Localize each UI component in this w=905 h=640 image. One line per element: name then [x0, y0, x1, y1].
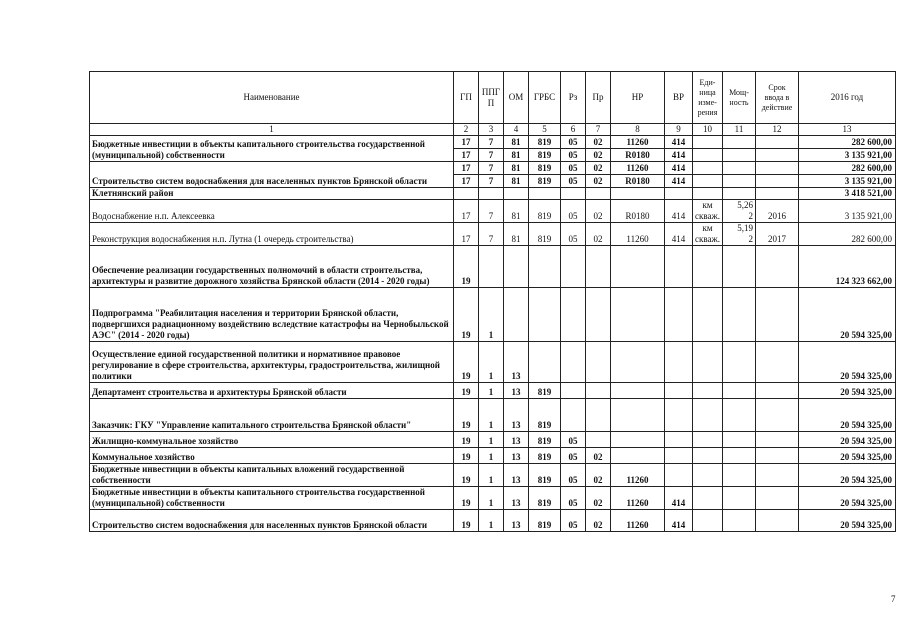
cell-rz — [561, 288, 586, 342]
cell-term: 2017 — [756, 223, 799, 246]
cell-capacity — [723, 342, 756, 383]
cell-unit — [693, 432, 723, 448]
cell-vr — [665, 464, 693, 487]
cell-pr: 02 — [586, 200, 611, 223]
cell-rz: 05 — [561, 200, 586, 223]
header-vr: ВР — [665, 72, 693, 124]
cell-om — [504, 288, 529, 342]
cell-rz: 05 — [561, 149, 586, 162]
cell-capacity — [723, 383, 756, 399]
cell-gp: 19 — [454, 464, 479, 487]
cell-term — [756, 246, 799, 288]
cell-term — [756, 383, 799, 399]
cell-gp: 19 — [454, 487, 479, 510]
cell-pr: 02 — [586, 464, 611, 487]
cell-rz: 05 — [561, 223, 586, 246]
table-row — [90, 487, 896, 510]
cell-ppgp: 1 — [479, 288, 504, 342]
cell-vr — [665, 342, 693, 383]
header-capacity: Мощ- ность — [723, 72, 756, 124]
cell-gp: 19 — [454, 288, 479, 342]
header-ppgp: ППГ П — [479, 72, 504, 124]
cell-unit — [693, 383, 723, 399]
cell-pr — [586, 432, 611, 448]
cell-ppgp: 1 — [479, 399, 504, 432]
cell-grbs — [529, 342, 561, 383]
table-row — [90, 383, 896, 399]
cell-om: 13 — [504, 448, 529, 464]
cell-nr: R0180 — [611, 149, 665, 162]
cell-ppgp: 7 — [479, 200, 504, 223]
cell-pr — [586, 342, 611, 383]
cell-amount: 20 594 325,00 — [799, 510, 896, 532]
column-index-cell: 5 — [529, 124, 561, 136]
cell-pr — [586, 399, 611, 432]
table-row — [90, 432, 896, 448]
cell-term — [756, 399, 799, 432]
row-name: Обеспечение реализации государственных полномочий в области строительства, архитектуры и развитие дорожного хозяйства Брянской области (2014 - 2020 годы) — [90, 246, 454, 288]
cell-amount: 3 135 921,00 — [799, 175, 896, 188]
table-row — [90, 399, 896, 432]
cell-om: 13 — [504, 342, 529, 383]
cell-unit — [693, 288, 723, 342]
cell-vr — [665, 246, 693, 288]
cell-grbs: 819 — [529, 136, 561, 149]
row-name: Заказчик: ГКУ "Управление капитального строительства Брянской области" — [90, 399, 454, 432]
column-index-cell: 3 — [479, 124, 504, 136]
cell-amount: 20 594 325,00 — [799, 464, 896, 487]
table-row — [90, 510, 896, 532]
cell-term — [756, 510, 799, 532]
table-row — [90, 162, 896, 175]
cell-amount: 282 600,00 — [799, 223, 896, 246]
cell-nr: 11260 — [611, 510, 665, 532]
cell-unit: км скваж. — [693, 223, 723, 246]
cell-ppgp: 7 — [479, 175, 504, 188]
column-index-cell: 8 — [611, 124, 665, 136]
cell-om: 13 — [504, 383, 529, 399]
cell-rz: 05 — [561, 175, 586, 188]
cell-om: 81 — [504, 149, 529, 162]
cell-term — [756, 188, 799, 200]
cell-nr: 11260 — [611, 464, 665, 487]
capacity-length: 5,26 — [737, 200, 753, 210]
budget-table — [89, 71, 896, 532]
cell-unit — [693, 149, 723, 162]
column-index-cell: 1 — [90, 124, 454, 136]
cell-om: 13 — [504, 510, 529, 532]
cell-om — [504, 188, 529, 200]
header-term: Срок ввода в действие — [756, 72, 799, 124]
row-name: Строительство систем водоснабжения для населенных пунктов Брянской области — [90, 510, 454, 532]
column-index-cell: 6 — [561, 124, 586, 136]
cell-grbs: 819 — [529, 200, 561, 223]
cell-pr — [586, 188, 611, 200]
cell-pr: 02 — [586, 510, 611, 532]
cell-vr: 414 — [665, 162, 693, 175]
cell-nr: R0180 — [611, 175, 665, 188]
cell-term — [756, 342, 799, 383]
cell-capacity — [723, 136, 756, 149]
cell-amount: 3 135 921,00 — [799, 149, 896, 162]
cell-gp: 19 — [454, 510, 479, 532]
cell-gp — [454, 188, 479, 200]
cell-pr: 02 — [586, 448, 611, 464]
cell-nr — [611, 432, 665, 448]
header-nr: НР — [611, 72, 665, 124]
row-name: Реконструкция водоснабжения н.п. Лутна (1 очередь строительства) — [90, 223, 454, 246]
cell-rz: 05 — [561, 432, 586, 448]
cell-unit — [693, 487, 723, 510]
cell-vr — [665, 399, 693, 432]
cell-gp: 17 — [454, 175, 479, 188]
cell-ppgp: 1 — [479, 448, 504, 464]
row-name: Осуществление единой государственной политики и нормативное правовое регулирование в сфере строительства, архитектуры, градостроительства, жилищной политики — [90, 342, 454, 383]
capacity-wells: 2 — [748, 234, 753, 244]
cell-unit — [693, 510, 723, 532]
cell-capacity — [723, 432, 756, 448]
cell-rz: 05 — [561, 448, 586, 464]
cell-grbs: 819 — [529, 432, 561, 448]
cell-pr: 02 — [586, 175, 611, 188]
cell-term — [756, 288, 799, 342]
cell-rz: 05 — [561, 464, 586, 487]
cell-amount: 20 594 325,00 — [799, 399, 896, 432]
cell-vr: 414 — [665, 223, 693, 246]
cell-gp: 17 — [454, 200, 479, 223]
table-row — [90, 288, 896, 342]
cell-term — [756, 487, 799, 510]
column-index-row — [90, 124, 896, 136]
cell-rz: 05 — [561, 136, 586, 149]
column-index-cell: 9 — [665, 124, 693, 136]
cell-gp: 19 — [454, 432, 479, 448]
cell-capacity — [723, 175, 756, 188]
cell-term — [756, 448, 799, 464]
cell-amount: 3 135 921,00 — [799, 200, 896, 223]
cell-pr — [586, 288, 611, 342]
cell-gp: 19 — [454, 383, 479, 399]
row-name: Строительство систем водоснабжения для населенных пунктов Брянской области — [90, 162, 454, 188]
cell-gp: 19 — [454, 448, 479, 464]
cell-vr: 414 — [665, 510, 693, 532]
row-name: Клетнянский район — [90, 188, 454, 200]
cell-om: 13 — [504, 487, 529, 510]
cell-om: 81 — [504, 162, 529, 175]
cell-nr — [611, 188, 665, 200]
header-year: 2016 год — [799, 72, 896, 124]
cell-ppgp: 1 — [479, 383, 504, 399]
cell-pr: 02 — [586, 136, 611, 149]
table-row — [90, 448, 896, 464]
cell-gp: 17 — [454, 149, 479, 162]
row-name: Коммунальное хозяйство — [90, 448, 454, 464]
cell-grbs: 819 — [529, 399, 561, 432]
cell-pr: 02 — [586, 487, 611, 510]
row-name: Бюджетные инвестиции в объекты капитального строительства государственной (муниципальной) собственности — [90, 487, 454, 510]
row-name: Подпрограмма "Реабилитация населения и территории Брянской области, подвергшихся радиационному воздействию вследствие катастрофы на Чернобыльской АЭС" (2014 - 2020 годы) — [90, 288, 454, 342]
cell-ppgp: 1 — [479, 487, 504, 510]
cell-grbs: 819 — [529, 175, 561, 188]
cell-vr: 414 — [665, 487, 693, 510]
cell-nr: 11260 — [611, 162, 665, 175]
cell-vr — [665, 288, 693, 342]
cell-amount: 20 594 325,00 — [799, 448, 896, 464]
cell-term: 2016 — [756, 200, 799, 223]
cell-unit: км скваж. — [693, 200, 723, 223]
capacity-length: 5,19 — [737, 223, 753, 233]
cell-amount: 20 594 325,00 — [799, 342, 896, 383]
table-row — [90, 200, 896, 223]
header-gp: ГП — [454, 72, 479, 124]
cell-ppgp — [479, 188, 504, 200]
row-name: Водоснабжение н.п. Алексеевка — [90, 200, 454, 223]
cell-vr — [665, 432, 693, 448]
cell-unit — [693, 136, 723, 149]
column-index-cell: 2 — [454, 124, 479, 136]
cell-capacity — [723, 487, 756, 510]
cell-vr: 414 — [665, 136, 693, 149]
column-index-cell: 11 — [723, 124, 756, 136]
cell-ppgp: 7 — [479, 223, 504, 246]
cell-nr — [611, 383, 665, 399]
cell-capacity — [723, 188, 756, 200]
cell-gp: 19 — [454, 342, 479, 383]
table-row — [90, 188, 896, 200]
cell-amount: 282 600,00 — [799, 136, 896, 149]
row-name: Бюджетные инвестиции в объекты капитальных вложений государственной собственности — [90, 464, 454, 487]
cell-amount: 20 594 325,00 — [799, 288, 896, 342]
cell-grbs: 819 — [529, 464, 561, 487]
cell-term — [756, 464, 799, 487]
cell-ppgp: 7 — [479, 162, 504, 175]
header-unit: Еди- ница изме- рения — [693, 72, 723, 124]
cell-gp: 17 — [454, 223, 479, 246]
cell-ppgp: 7 — [479, 136, 504, 149]
cell-rz — [561, 383, 586, 399]
cell-om: 81 — [504, 175, 529, 188]
cell-nr: 11260 — [611, 223, 665, 246]
cell-capacity — [723, 510, 756, 532]
cell-pr: 02 — [586, 223, 611, 246]
table-row — [90, 246, 896, 288]
cell-amount: 20 594 325,00 — [799, 487, 896, 510]
cell-nr — [611, 448, 665, 464]
cell-unit — [693, 162, 723, 175]
cell-unit — [693, 464, 723, 487]
cell-om: 13 — [504, 464, 529, 487]
table-row — [90, 223, 896, 246]
cell-ppgp: 1 — [479, 432, 504, 448]
cell-term — [756, 175, 799, 188]
cell-nr: 11260 — [611, 487, 665, 510]
cell-amount: 282 600,00 — [799, 162, 896, 175]
cell-grbs: 819 — [529, 383, 561, 399]
cell-ppgp: 1 — [479, 342, 504, 383]
cell-nr: R0180 — [611, 200, 665, 223]
column-index-cell: 12 — [756, 124, 799, 136]
cell-om: 81 — [504, 223, 529, 246]
cell-amount: 3 418 521,00 — [799, 188, 896, 200]
header-row — [90, 72, 896, 124]
cell-rz — [561, 342, 586, 383]
cell-nr — [611, 288, 665, 342]
cell-term — [756, 136, 799, 149]
cell-rz: 05 — [561, 510, 586, 532]
column-index-cell: 7 — [586, 124, 611, 136]
header-pr: Пр — [586, 72, 611, 124]
cell-ppgp: 1 — [479, 464, 504, 487]
cell-capacity — [723, 399, 756, 432]
column-index-cell: 10 — [693, 124, 723, 136]
page-number: 7 — [891, 594, 896, 604]
cell-om: 81 — [504, 136, 529, 149]
cell-grbs — [529, 246, 561, 288]
row-name: Жилищно-коммунальное хозяйство — [90, 432, 454, 448]
column-index-cell: 4 — [504, 124, 529, 136]
cell-term — [756, 149, 799, 162]
row-name: Бюджетные инвестиции в объекты капитального строительства государственной (муниципальной) собственности — [90, 136, 454, 162]
cell-vr: 414 — [665, 149, 693, 162]
cell-grbs — [529, 188, 561, 200]
cell-om: 13 — [504, 399, 529, 432]
cell-rz — [561, 246, 586, 288]
cell-unit — [693, 188, 723, 200]
cell-rz — [561, 399, 586, 432]
cell-grbs: 819 — [529, 162, 561, 175]
cell-vr — [665, 383, 693, 399]
capacity-wells: 2 — [748, 211, 753, 221]
row-name: Департамент строительства и архитектуры Брянской области — [90, 383, 454, 399]
cell-grbs: 819 — [529, 223, 561, 246]
cell-ppgp: 7 — [479, 149, 504, 162]
table-body — [90, 136, 896, 532]
cell-capacity — [723, 246, 756, 288]
cell-unit — [693, 448, 723, 464]
cell-rz: 05 — [561, 162, 586, 175]
cell-unit — [693, 246, 723, 288]
cell-vr — [665, 448, 693, 464]
cell-ppgp: 1 — [479, 510, 504, 532]
cell-ppgp — [479, 246, 504, 288]
cell-unit — [693, 399, 723, 432]
cell-gp: 19 — [454, 399, 479, 432]
table-row — [90, 342, 896, 383]
cell-om: 81 — [504, 200, 529, 223]
cell-grbs: 819 — [529, 149, 561, 162]
header-om: ОМ — [504, 72, 529, 124]
cell-capacity — [723, 448, 756, 464]
header-name: Наименование — [90, 72, 454, 124]
table-row — [90, 136, 896, 149]
cell-capacity — [723, 200, 756, 223]
cell-grbs — [529, 288, 561, 342]
cell-grbs: 819 — [529, 487, 561, 510]
column-index-cell: 13 — [799, 124, 896, 136]
cell-capacity — [723, 464, 756, 487]
cell-om — [504, 246, 529, 288]
cell-amount: 124 323 662,00 — [799, 246, 896, 288]
cell-grbs: 819 — [529, 448, 561, 464]
cell-pr — [586, 383, 611, 399]
cell-vr — [665, 188, 693, 200]
cell-grbs: 819 — [529, 510, 561, 532]
cell-nr: 11260 — [611, 136, 665, 149]
cell-term — [756, 432, 799, 448]
cell-nr — [611, 399, 665, 432]
cell-pr — [586, 246, 611, 288]
cell-vr: 414 — [665, 200, 693, 223]
cell-capacity — [723, 162, 756, 175]
cell-nr — [611, 246, 665, 288]
cell-rz: 05 — [561, 487, 586, 510]
cell-pr: 02 — [586, 162, 611, 175]
cell-nr — [611, 342, 665, 383]
cell-vr: 414 — [665, 175, 693, 188]
cell-om: 13 — [504, 432, 529, 448]
cell-amount: 20 594 325,00 — [799, 383, 896, 399]
cell-capacity — [723, 223, 756, 246]
cell-gp: 17 — [454, 162, 479, 175]
cell-capacity — [723, 149, 756, 162]
cell-pr: 02 — [586, 149, 611, 162]
cell-rz — [561, 188, 586, 200]
header-grbs: ГРБС — [529, 72, 561, 124]
cell-unit — [693, 175, 723, 188]
cell-gp: 19 — [454, 246, 479, 288]
cell-capacity — [723, 288, 756, 342]
header-rz: Рз — [561, 72, 586, 124]
cell-amount: 20 594 325,00 — [799, 432, 896, 448]
cell-term — [756, 162, 799, 175]
cell-unit — [693, 342, 723, 383]
cell-gp: 17 — [454, 136, 479, 149]
table-row — [90, 464, 896, 487]
